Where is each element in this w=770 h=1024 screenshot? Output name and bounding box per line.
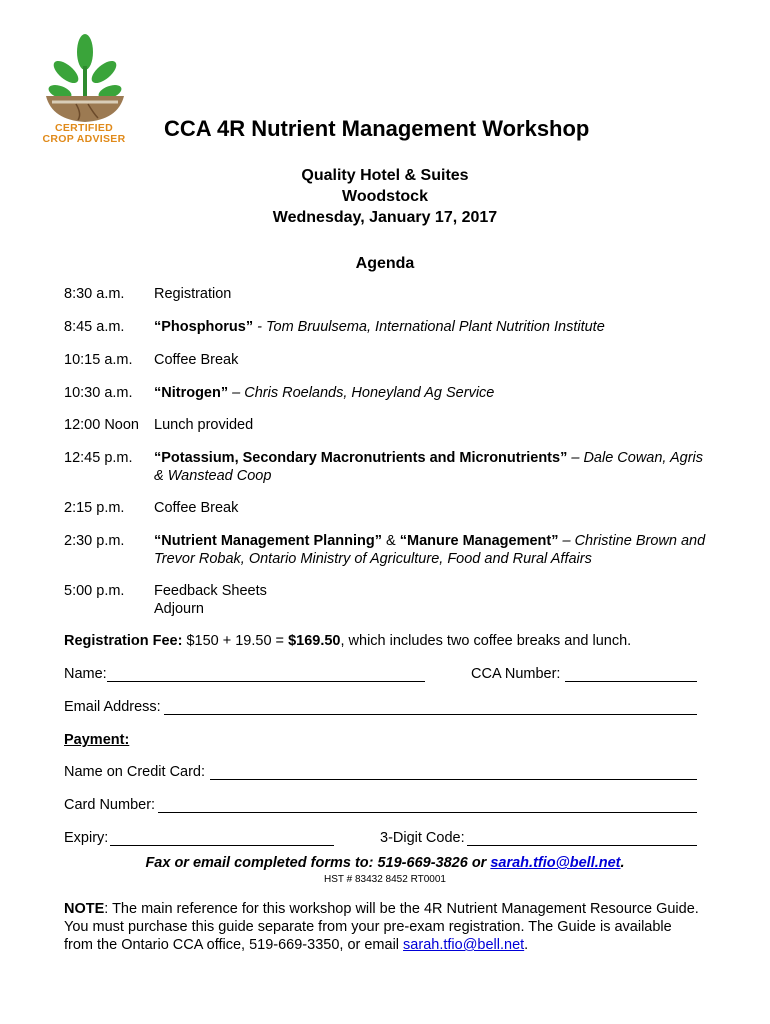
agenda-speaker: – Christine Brown and Trevor Robak, Ontario Ministry of Agriculture, Food and Rural Affairs [154,533,706,567]
agenda-speaker: – Chris Roelands, Honeyland Ag Service [228,385,495,401]
agenda-title: Coffee Break [154,500,239,516]
logo-text [34,123,134,145]
agenda-time: 8:30 a.m. [64,286,125,302]
venue-city: Woodstock [342,188,428,205]
venue-date: Wednesday, January 17, 2017 [272,209,498,226]
fax-email-instruction [0,855,770,871]
agenda-speaker: - Tom Bruulsema, International Plant Nutrition Institute [253,319,605,335]
agenda-time: 10:30 a.m. [64,385,133,401]
contact-suffix: . [620,855,625,871]
card-number-field[interactable] [158,799,697,813]
expiry-field[interactable] [110,832,334,846]
name-label: Name: [64,666,107,682]
leaf-right-icon [88,57,120,87]
leaf-top-icon [77,34,93,70]
expiry-label: Expiry: [64,830,109,846]
cvv-label: 3-Digit Code: [380,830,465,846]
agenda-time: 10:15 a.m. [64,352,133,368]
cvv-field[interactable] [467,832,697,846]
agenda-title: Adjourn [154,601,204,617]
cca-number-field[interactable] [565,668,697,682]
agenda-title: Lunch provided [154,417,254,433]
agenda-time: 8:45 a.m. [64,319,125,335]
agenda-title: “Phosphorus” [154,319,254,335]
hst-number: HST # 83432 8452 RT0001 [324,874,446,885]
agenda-time: 5:00 p.m. [64,583,125,599]
logo-line-2: CROP ADVISER [42,133,126,145]
registration-fee [64,633,631,649]
agenda-time: 12:45 p.m. [64,450,133,466]
contact-prefix: Fax or email completed forms to: 519-669-3826 or [145,855,491,871]
card-number-label: Card Number: [64,797,156,813]
agenda-title-b: “Manure Management” [399,533,559,549]
leaf-left-icon [50,57,82,87]
soil-icon [46,96,124,122]
agenda-title: “Potassium, Secondary Macronutrients and Micronutrients” [154,450,568,466]
page-title: CCA 4R Nutrient Management Workshop [164,116,590,141]
logo-line-1: CERTIFIED [54,122,114,134]
agenda-joiner: & [382,533,400,549]
note-label: NOTE [64,901,105,917]
card-name-field[interactable] [210,766,697,780]
fee-rest: , which includes two coffee breaks and lunch. [340,633,632,649]
agenda-title: Registration [154,286,232,302]
payment-heading: Payment: [64,732,130,748]
agenda-title: Coffee Break [154,352,239,368]
note-email-link[interactable]: sarah.tfio@bell.net [403,937,525,953]
fee-total: $169.50 [288,633,341,649]
agenda-time: 2:15 p.m. [64,500,125,516]
email-field[interactable] [164,701,697,715]
agenda-heading: Agenda [355,255,415,272]
agenda-title: “Nitrogen” [154,385,229,401]
agenda-time: 12:00 Noon [64,417,139,433]
name-field[interactable] [107,668,425,682]
agenda-title: Feedback Sheets [154,583,267,599]
fee-calc: $150 + 19.50 = [182,633,289,649]
venue-hotel: Quality Hotel & Suites [301,167,469,184]
note-paragraph [64,900,704,954]
note-suffix: . [524,937,529,953]
cca-number-label: CCA Number: [471,666,561,682]
agenda-speaker: – Dale Cowan, Agris & Wanstead Coop [154,450,703,484]
agenda-time: 2:30 p.m. [64,533,125,549]
note-text: : The main reference for this workshop will be the 4R Nutrient Management Resource Guide. You must purchase this guide separate from your pre-exam registration. The Guide is available from the Ontario CCA office, 519-669-3350, or email [64,901,699,953]
agenda-title-a: “Nutrient Management Planning” [154,533,382,549]
fee-label: Registration Fee: [64,633,183,649]
card-name-label: Name on Credit Card: [64,764,206,780]
email-label: Email Address: [64,699,161,715]
contact-email-link[interactable]: sarah.tfio@bell.net [490,855,621,871]
